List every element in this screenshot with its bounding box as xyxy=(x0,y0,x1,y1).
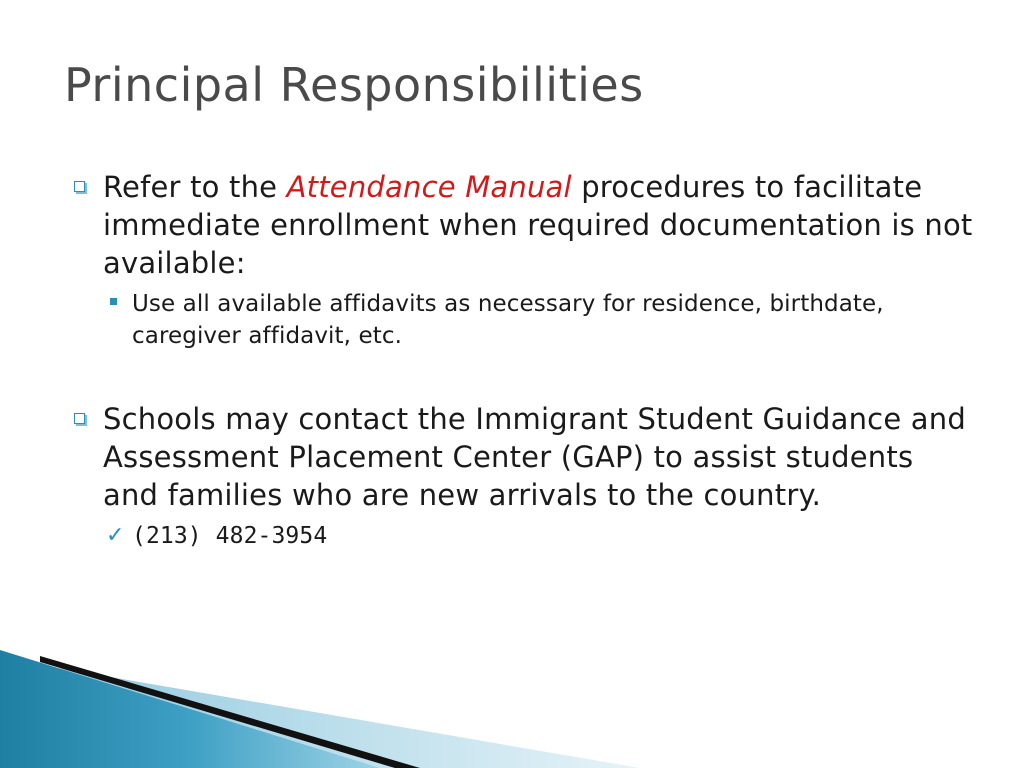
bullet-text-pre: Refer to the xyxy=(103,170,287,204)
sub-bullet-phone xyxy=(74,520,974,552)
hollow-square-bullet-icon xyxy=(74,181,85,192)
decorative-corner-swoosh xyxy=(0,638,640,768)
bullet-text-post: procedures to facilitate immediate enrollment when required documentation is not available: xyxy=(103,170,973,280)
bullet-item-enrollment xyxy=(74,168,974,352)
sub-bullet-affidavits xyxy=(74,288,974,352)
bullet-item-gap xyxy=(74,400,974,552)
bullet-level1 xyxy=(74,400,974,514)
hollow-square-bullet-icon xyxy=(74,413,85,424)
checkmark-icon: ✓ xyxy=(106,523,125,548)
bullet-level1 xyxy=(74,168,974,282)
slide-title: Principal Responsibilities xyxy=(64,58,644,112)
attendance-manual-emphasis: Attendance Manual xyxy=(286,170,572,204)
sub-bullet-text: Use all available affidavits as necessary for residence, birthdate, caregiver affidavit, etc. xyxy=(132,291,884,349)
filled-square-bullet-icon xyxy=(110,298,117,305)
bullet-text: Schools may contact the Immigrant Student Guidance and Assessment Placement Center (GAP) to assist students and families who are new arrivals to the country. xyxy=(103,402,966,512)
phone-number: (213) 482-3954 xyxy=(132,523,328,549)
